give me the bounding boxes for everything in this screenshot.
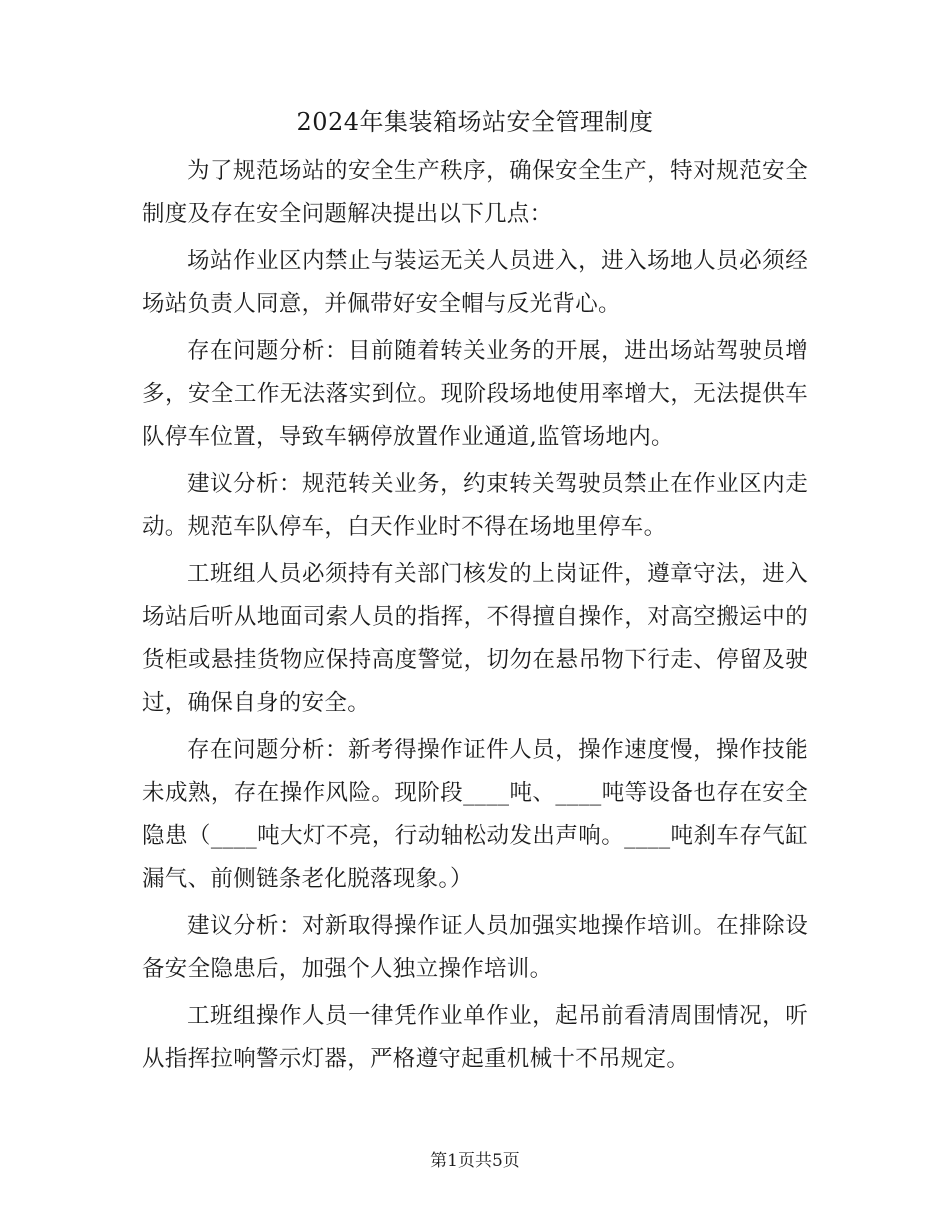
page-number-footer: 第1页共5页 [430, 1151, 520, 1171]
paragraph: 为了规范场站的安全生产秩序，确保安全生产，特对规范安全制度及存在安全问题解决提出以下几点： [142, 158, 808, 227]
paragraph: 建议分析：对新取得操作证人员加强实地操作培训。在排除设备安全隐患后，加强个人独立操作培训。 [142, 913, 808, 982]
paragraph: 工班组操作人员一律凭作业单作业，起吊前看清周围情况，听从指挥拉响警示灯器，严格遵守起重机械十不吊规定。 [142, 1003, 808, 1072]
paragraph: 工班组人员必须持有关部门核发的上岗证件，遵章守法，进入场站后听从地面司索人员的指挥，不得擅自操作，对高空搬运中的货柜或悬挂货物应保持高度警觉，切勿在悬吊物下行走、停留及驶过，确保自身的安全。 [142, 561, 808, 716]
document-title: 2024年集装箱场站安全管理制度 [296, 108, 654, 136]
document-body [142, 150, 808, 1085]
paragraph: 存在问题分析：目前随着转关业务的开展，进出场站驾驶员增多，安全工作无法落实到位。现阶段场地使用率增大，无法提供车队停车位置，导致车辆停放置作业通道,监管场地内。 [142, 338, 808, 450]
paragraph: 场站作业区内禁止与装运无关人员进入，进入场地人员必须经场站负责人同意，并佩带好安全帽与反光背心。 [142, 248, 808, 317]
paragraph: 存在问题分析：新考得操作证件人员，操作速度慢，操作技能未成熟，存在操作风险。现阶段____吨、____吨等设备也存在安全隐患（____吨大灯不亮，行动轴松动发出声响。____吨刹车存气缸漏气、前侧链条老化脱落现象。） [142, 737, 808, 892]
paragraph: 建议分析：规范转关业务，约束转关驾驶员禁止在作业区内走动。规范车队停车，白天作业时不得在场地里停车。 [142, 471, 808, 540]
